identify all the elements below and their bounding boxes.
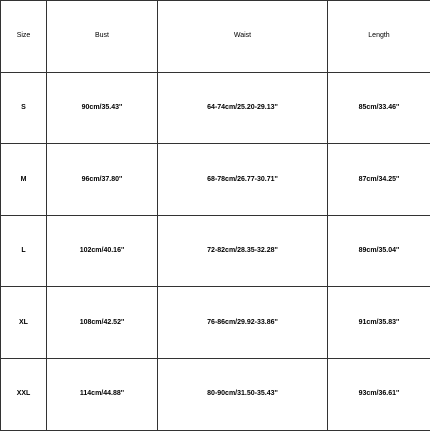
cell-length: 93cm/36.61'' [328,358,430,430]
header-size: Size [1,1,47,73]
cell-bust: 108cm/42.52'' [47,287,158,359]
header-length: Length [328,1,430,73]
cell-bust: 96cm/37.80'' [47,144,158,216]
header-bust: Bust [47,1,158,73]
cell-bust: 102cm/40.16'' [47,215,158,287]
table-header [1,1,430,73]
cell-waist: 64-74cm/25.20-29.13'' [158,72,328,144]
header-row [1,1,430,73]
cell-length: 89cm/35.04'' [328,215,430,287]
cell-size: XL [1,287,47,359]
cell-length: 87cm/34.25'' [328,144,430,216]
cell-waist: 72-82cm/28.35-32.28'' [158,215,328,287]
cell-length: 91cm/35.83'' [328,287,430,359]
cell-size: XXL [1,358,47,430]
cell-length: 85cm/33.46'' [328,72,430,144]
table-row [1,287,430,359]
table-row [1,144,430,216]
cell-bust: 90cm/35.43'' [47,72,158,144]
cell-size: S [1,72,47,144]
cell-size: M [1,144,47,216]
table-row [1,72,430,144]
cell-waist: 76-86cm/29.92-33.86'' [158,287,328,359]
table-row [1,215,430,287]
table-body [1,72,430,430]
table-row [1,358,430,430]
cell-waist: 68-78cm/26.77-30.71'' [158,144,328,216]
cell-waist: 80-90cm/31.50-35.43'' [158,358,328,430]
cell-size: L [1,215,47,287]
cell-bust: 114cm/44.88'' [47,358,158,430]
header-waist: Waist [158,1,328,73]
